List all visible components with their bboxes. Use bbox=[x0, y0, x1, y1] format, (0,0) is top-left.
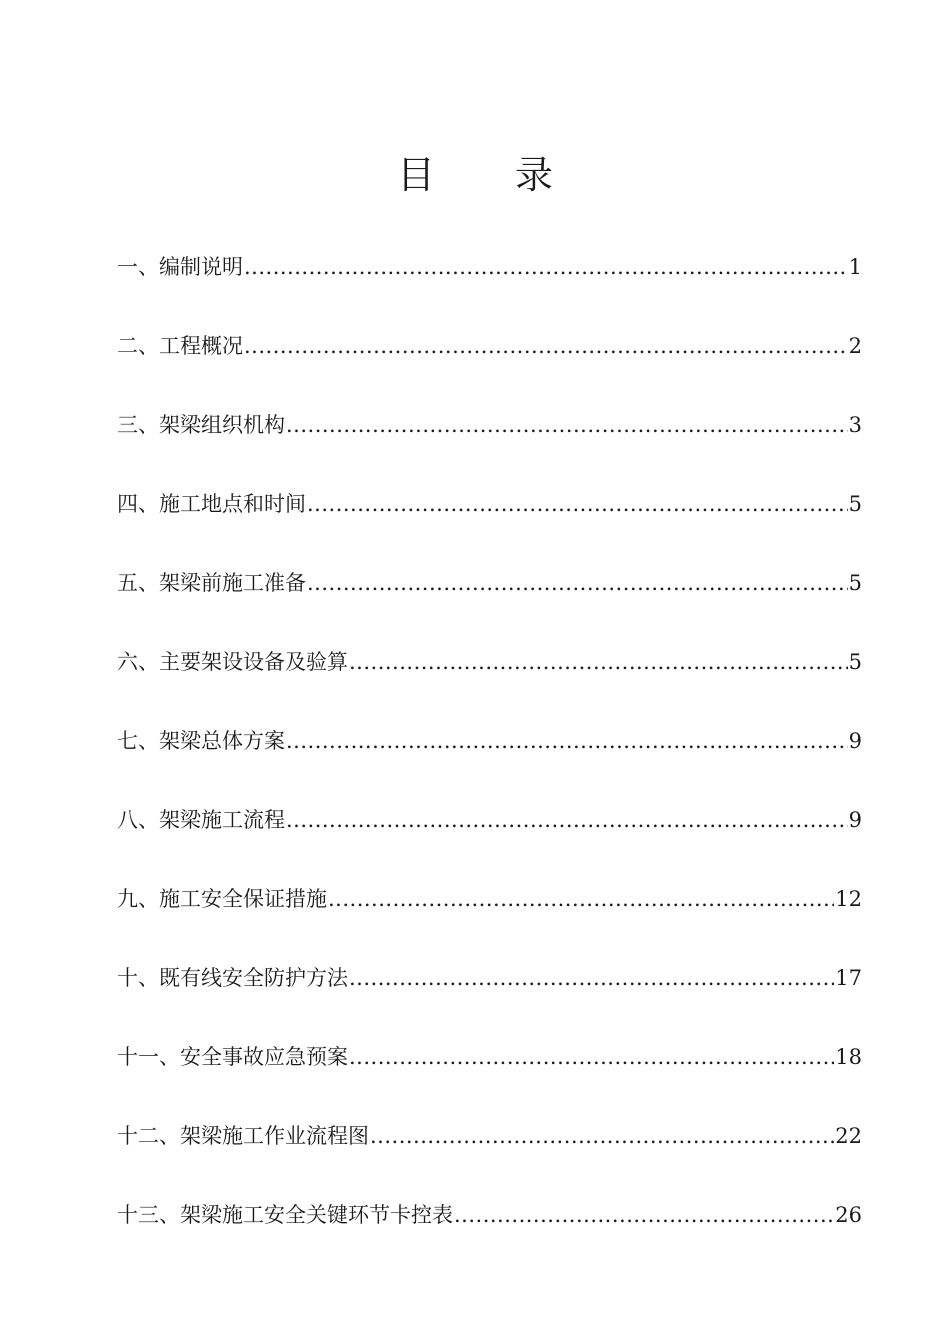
toc-entry-label: 五、架梁前施工准备 bbox=[117, 571, 306, 595]
toc-entry[interactable] bbox=[117, 1037, 862, 1116]
toc-entry-label: 十二、架梁施工作业流程图 bbox=[117, 1124, 369, 1148]
toc-entry-label: 七、架梁总体方案 bbox=[117, 729, 285, 753]
title-char-2: 录 bbox=[515, 153, 554, 197]
toc-entry-page: 17 bbox=[835, 966, 862, 990]
toc-leader-dots bbox=[349, 1037, 834, 1077]
toc-entry[interactable] bbox=[117, 1195, 862, 1274]
toc-entry-page: 2 bbox=[848, 334, 862, 358]
toc-entry-page: 26 bbox=[835, 1203, 862, 1227]
toc-leader-dots bbox=[244, 247, 848, 287]
toc-entry-page: 5 bbox=[848, 571, 862, 595]
toc-entry[interactable] bbox=[117, 958, 862, 1037]
toc-leader-dots bbox=[286, 800, 848, 840]
toc-entry-label: 二、工程概况 bbox=[117, 334, 243, 358]
toc-entry-page: 9 bbox=[848, 729, 862, 753]
toc-leader-dots bbox=[328, 879, 834, 919]
toc-entry-page: 5 bbox=[848, 492, 862, 516]
toc-entry-label: 八、架梁施工流程 bbox=[117, 808, 285, 832]
toc-entry-label: 三、架梁组织机构 bbox=[117, 413, 285, 437]
toc-entry[interactable] bbox=[117, 800, 862, 879]
toc-entry-page: 12 bbox=[835, 887, 862, 911]
toc-entry-label: 十、既有线安全防护方法 bbox=[117, 966, 348, 990]
toc-entry-page: 18 bbox=[835, 1045, 862, 1069]
toc-entry[interactable] bbox=[117, 642, 862, 721]
toc-leader-dots bbox=[244, 326, 848, 366]
toc-entry-label: 四、施工地点和时间 bbox=[117, 492, 306, 516]
toc-entry-page: 9 bbox=[848, 808, 862, 832]
toc-leader-dots bbox=[286, 721, 848, 761]
toc-entry[interactable] bbox=[117, 247, 862, 326]
table-of-contents bbox=[117, 247, 862, 1274]
toc-leader-dots bbox=[307, 484, 848, 524]
toc-entry[interactable] bbox=[117, 1116, 862, 1195]
page-title bbox=[0, 150, 950, 200]
toc-entry-page: 5 bbox=[848, 650, 862, 674]
toc-leader-dots bbox=[307, 563, 848, 603]
toc-entry[interactable] bbox=[117, 721, 862, 800]
toc-leader-dots bbox=[349, 958, 834, 998]
toc-entry-label: 六、主要架设设备及验算 bbox=[117, 650, 348, 674]
toc-entry-page: 3 bbox=[848, 413, 862, 437]
toc-entry-page: 22 bbox=[835, 1124, 862, 1148]
toc-entry-page: 1 bbox=[848, 255, 862, 279]
toc-leader-dots bbox=[349, 642, 848, 682]
toc-entry[interactable] bbox=[117, 879, 862, 958]
toc-leader-dots bbox=[370, 1116, 834, 1156]
toc-entry-label: 九、施工安全保证措施 bbox=[117, 887, 327, 911]
title-char-1: 目 bbox=[396, 153, 435, 197]
toc-entry[interactable] bbox=[117, 405, 862, 484]
toc-entry-label: 一、编制说明 bbox=[117, 255, 243, 279]
toc-entry[interactable] bbox=[117, 484, 862, 563]
toc-entry[interactable] bbox=[117, 563, 862, 642]
toc-entry-label: 十一、安全事故应急预案 bbox=[117, 1045, 348, 1069]
toc-leader-dots bbox=[454, 1195, 834, 1235]
toc-entry-label: 十三、架梁施工安全关键环节卡控表 bbox=[117, 1203, 453, 1227]
toc-entry[interactable] bbox=[117, 326, 862, 405]
toc-leader-dots bbox=[286, 405, 848, 445]
